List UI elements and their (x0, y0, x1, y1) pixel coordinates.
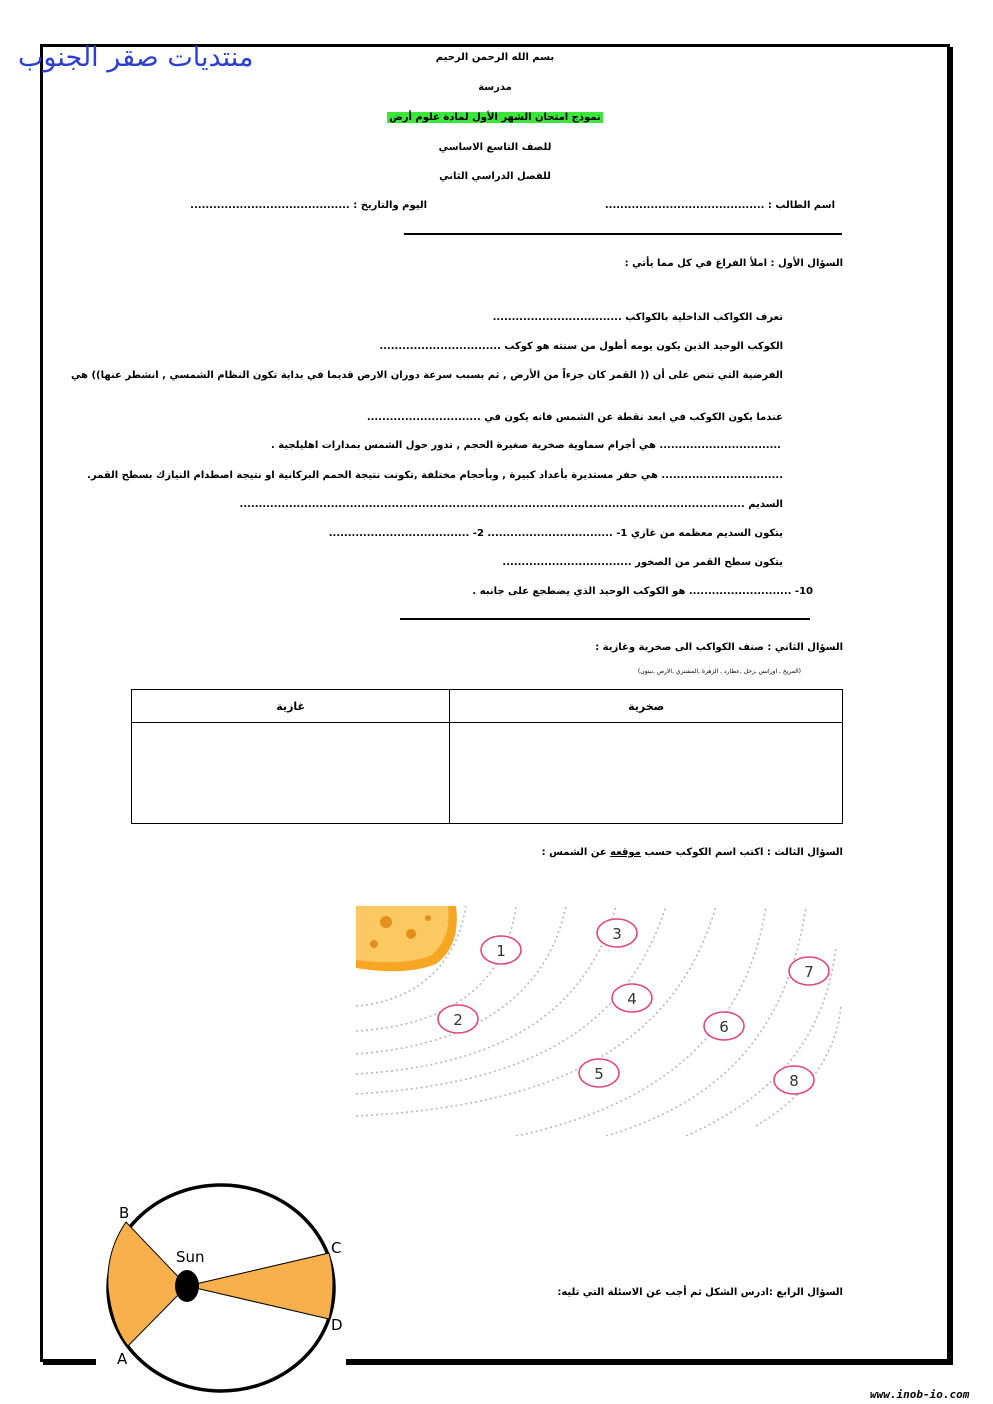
exam-title-text: نموذج امتحان الشهر الأول لمادة علوم أرض (389, 112, 601, 123)
student-name-dots[interactable]: .......................................... (604, 200, 765, 211)
label-a: A (117, 1350, 128, 1368)
label-b: B (119, 1204, 130, 1222)
date-row (190, 200, 427, 211)
q1-item: تعرف الكواكب الداخلية بالكواكب .................................. (492, 312, 783, 323)
student-name-label: اسم الطالب : (767, 200, 835, 211)
planet-positions (438, 919, 829, 1094)
q2-hint: (المريخ , اورانس ,زحل ,عطارد , الزهرة ,المشتري ,الارض ,نبتون) (637, 668, 801, 675)
sun-spot (370, 940, 378, 948)
q1-item: عندما يكون الكوكب في ابعد نقطة عن الشمس فانه يكون في .............................. (366, 412, 783, 423)
position-number: 5 (594, 1065, 604, 1083)
planet-position-3 (597, 919, 637, 947)
student-name-row (605, 200, 835, 211)
planet-position-5 (579, 1059, 619, 1087)
position-number: 8 (789, 1072, 799, 1090)
col-rocky-header: صخرية (450, 690, 843, 723)
planet-position-2 (438, 1005, 478, 1033)
position-number: 3 (612, 925, 622, 943)
label-d: D (331, 1316, 343, 1334)
planet-position-7 (789, 957, 829, 985)
school: مدرسة (478, 82, 512, 93)
q1-title: السؤال الأول : املأ الفراغ في كل مما يأتي : (624, 258, 843, 269)
grade: للصف التاسع الاساسي (438, 142, 552, 153)
q1-item: الفرضية التي تنص على أن (( القمر كان جزءاً من الأرض , ثم بسبب سرعة دوران الارض قديما في بداية تكون النظام الشمسي , انشطر عنها)) هي (70, 370, 783, 381)
q1-item: الكوكب الوحيد الذين يكون يومه أطول من سنته هو كوكب ................................ (379, 341, 783, 352)
position-number: 2 (453, 1011, 463, 1029)
date-dots[interactable]: .......................................... (190, 200, 350, 211)
sun-spot (380, 916, 392, 928)
sun-graphic (356, 906, 457, 971)
q1-item: ................................ هي أجرام سماوية صخرية صغيرة الحجم , تدور حول الشمس بمدارات اهليلجية . (271, 440, 781, 451)
watermark: منتديات صقر الجنوب (18, 42, 254, 73)
col-gas-header: غازية (132, 690, 450, 723)
q2-title: السؤال الثاني : صنف الكواكب الى صخرية وغازية : (595, 642, 843, 653)
separator (404, 233, 842, 235)
exam-title (300, 112, 690, 123)
q3-title-part2: عن الشمس : (541, 847, 611, 858)
date-label: اليوم والتاريخ : (353, 200, 427, 211)
semester: للفصل الدراسي الثاني (439, 171, 551, 182)
gas-answer-cell[interactable] (132, 723, 450, 824)
q1-item: السديم ..................................................................................................................................... (239, 499, 783, 510)
planet-position-4 (612, 984, 652, 1012)
q1-item: 10- ........................... هو الكوكب الوحيد الذي يضطجع على جانبه . (472, 586, 813, 597)
q1-item: ................................ هي حفر مستديرة بأعداد كبيرة , وبأحجام مختلفة ,تكونت نتيجة الحمم البركانية او نتيجة اصطدام النيازك بسطح القمر. (87, 470, 783, 481)
planet-position-6 (704, 1012, 744, 1040)
orbit-diagram (96, 1176, 346, 1404)
position-number: 6 (719, 1018, 729, 1036)
q3-title (542, 847, 843, 858)
sun-spot (425, 915, 431, 921)
classification-table (131, 689, 843, 824)
solar-system-diagram (356, 906, 846, 1136)
sun-dot (175, 1270, 199, 1302)
q3-title-part1: السؤال الثالث : اكتب اسم الكوكب حسب (640, 847, 843, 858)
basmala: بسم الله الرحمن الرحيم (435, 52, 555, 63)
rocky-answer-cell[interactable] (450, 723, 843, 824)
separator (400, 618, 810, 620)
planet-position-8 (774, 1066, 814, 1094)
planet-position-1 (481, 936, 521, 964)
q1-item: يتكون السديم معظمه من غازي 1- ................................. 2- ..................................... (328, 528, 783, 539)
q3-title-underlined: موقعه (610, 847, 641, 858)
q1-item: يتكون سطح القمر من الصخور .................................. (502, 557, 783, 568)
q4-title: السؤال الرابع :ادرس الشكل ثم أجب عن الاسئلة التي تليه: (557, 1287, 843, 1298)
label-c: C (331, 1239, 342, 1257)
sun-spot (406, 929, 416, 939)
position-number: 4 (627, 990, 637, 1008)
sun-label: Sun (176, 1248, 205, 1266)
footer-url: www.inob-io.com (870, 1388, 970, 1401)
position-number: 7 (804, 963, 814, 981)
position-number: 1 (496, 942, 506, 960)
